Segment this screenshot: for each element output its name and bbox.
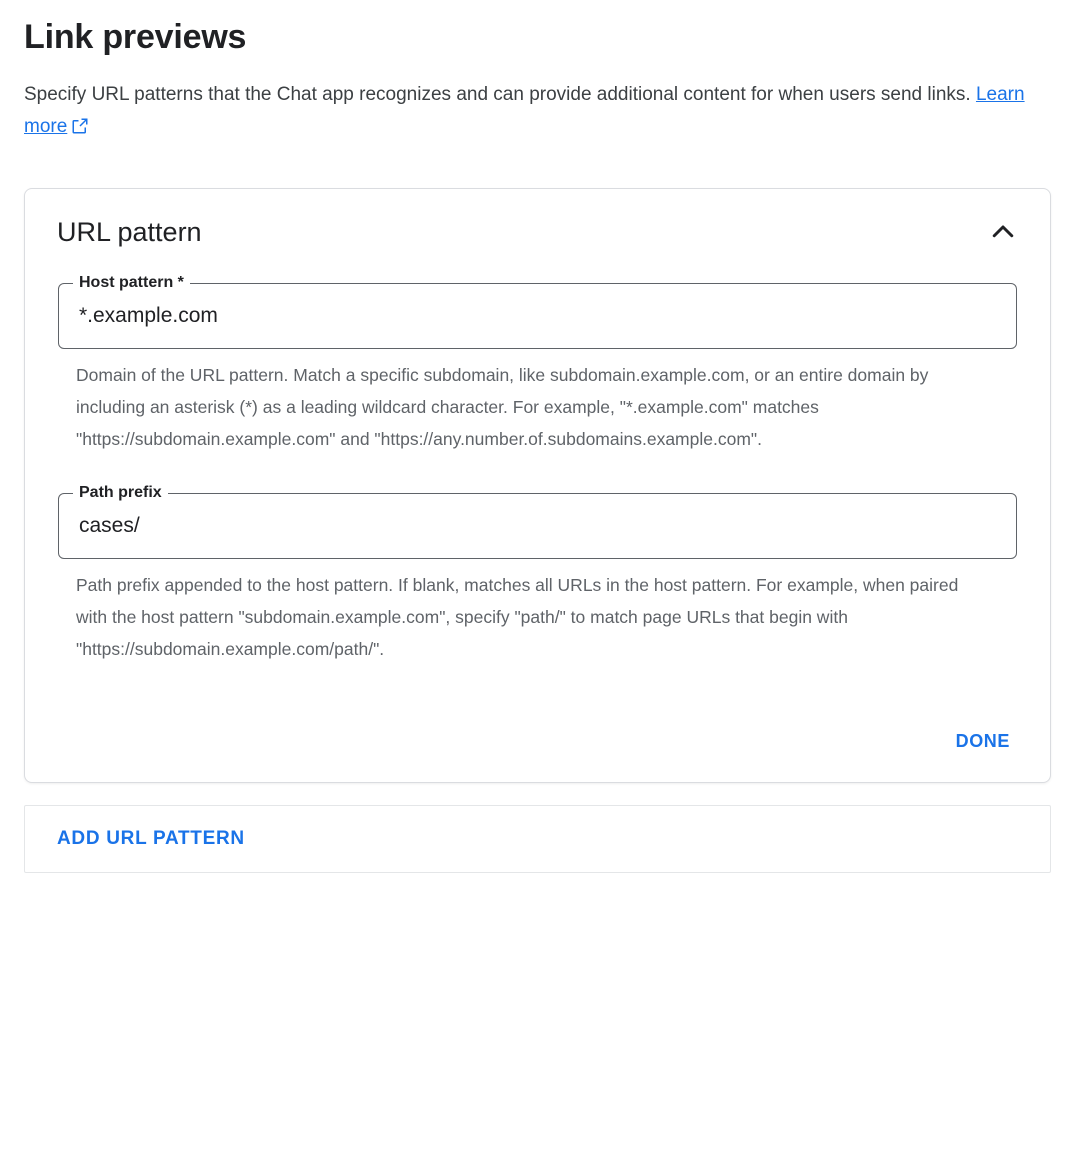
host-pattern-help-text: Domain of the URL pattern. Match a specific subdomain, like subdomain.example.com, or an entire domain by including an asterisk (*) as a leading wildcard character. For example, "*.example.com" matches "https://subdomain.example.com" and "https://any.number.of.subdomains.example.com". — [76, 365, 929, 449]
add-url-pattern-bar[interactable] — [24, 805, 1051, 873]
chevron-up-icon[interactable] — [986, 215, 1020, 249]
path-prefix-help-text: Path prefix appended to the host pattern. If blank, matches all URLs in the host pattern. For example, when paired with the host pattern "subdomain.example.com", specify "path/" to match page URLs that begin with "https://subdomain.example.com/path/". — [76, 575, 959, 659]
add-url-pattern-button[interactable]: ADD URL PATTERN — [57, 828, 245, 849]
page-description-text: Specify URL patterns that the Chat app recognizes and can provide additional content for when users send links. — [24, 84, 976, 105]
path-prefix-field-group — [55, 484, 1020, 665]
page-title: Link previews — [24, 18, 247, 56]
card-actions — [55, 723, 1020, 760]
path-prefix-field[interactable] — [58, 484, 1017, 559]
learn-more-link[interactable]: Learn more — [24, 84, 1025, 137]
page-description — [24, 79, 1034, 146]
host-pattern-field-group — [55, 274, 1020, 455]
path-prefix-label: Path prefix — [73, 483, 168, 503]
url-pattern-card-header — [55, 215, 1020, 249]
host-pattern-input[interactable] — [77, 303, 998, 329]
host-pattern-field[interactable] — [58, 274, 1017, 349]
open-in-new-icon[interactable] — [71, 114, 89, 146]
path-prefix-input[interactable] — [77, 513, 998, 539]
url-pattern-card — [24, 188, 1051, 783]
done-button[interactable]: DONE — [946, 723, 1020, 760]
card-title: URL pattern — [57, 216, 202, 247]
field-spacer — [55, 465, 1020, 493]
host-pattern-label: Host pattern * — [73, 273, 190, 293]
